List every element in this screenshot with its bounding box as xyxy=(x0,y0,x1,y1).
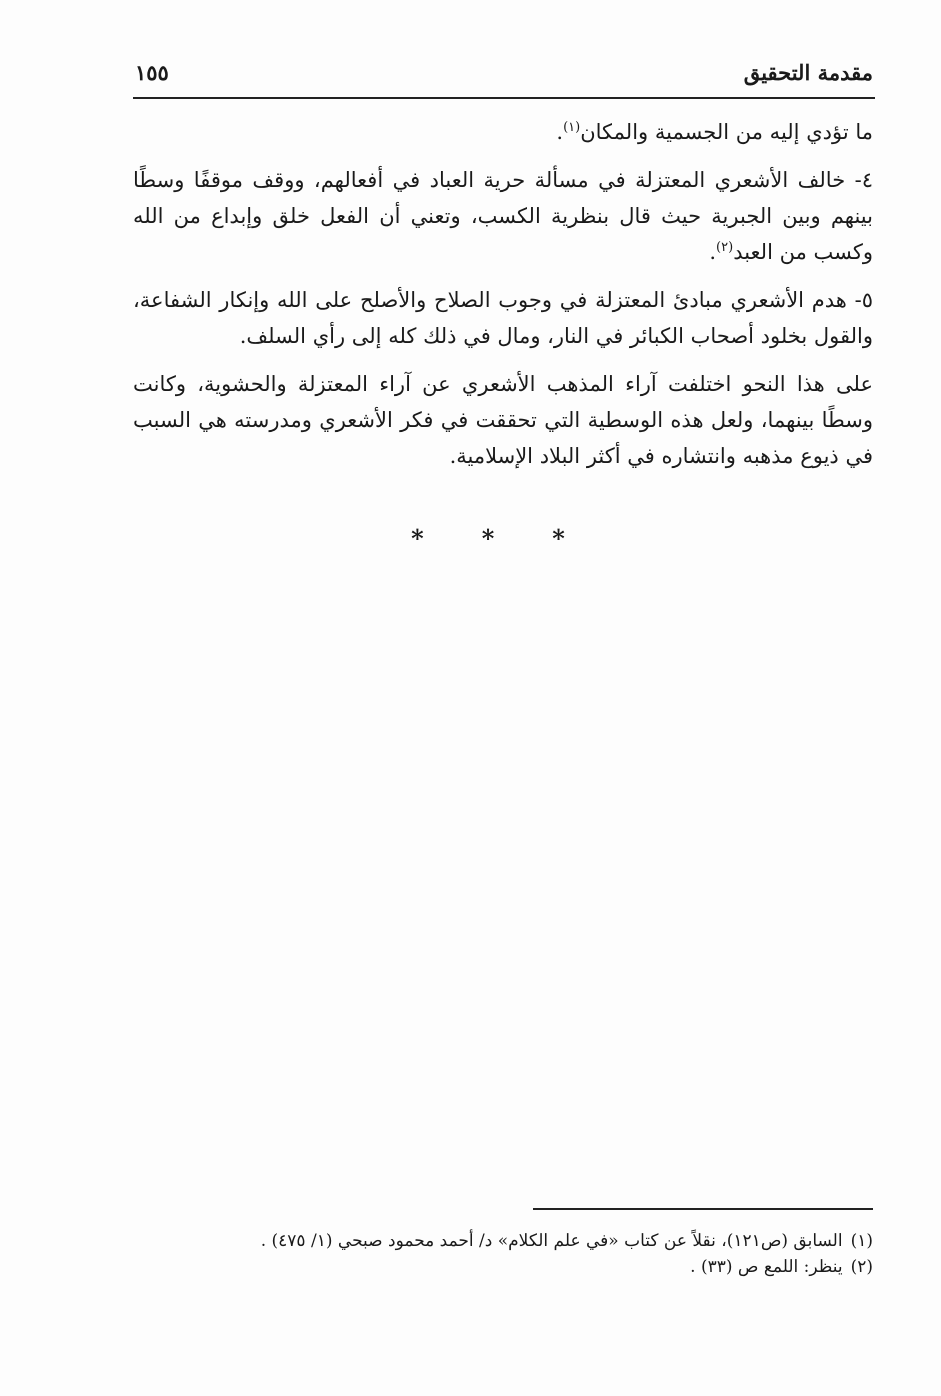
paragraph-2: ٤- خالف الأشعري المعتزلة في مسألة حرية العباد في أفعالهم، ووقف موقفًا وسطًا بينهم وبين الجبرية حيث قال بنظرية الكسب، وتعني أن الفعل خلق وإبداع من الله وكسب من العبد$^{(٢)}$. xyxy=(133,168,873,264)
footnote-2 xyxy=(133,1254,873,1280)
footnote-1 xyxy=(133,1228,873,1254)
paragraph-4: على هذا النحو اختلفت آراء المذهب الأشعري عن آراء المعتزلة والحشوية، وكانت وسطًا بينهما، ولعل هذه الوسطية التي تحققت في فكر الأشعري ومدرسته هي السبب في ذيوع مذهبه وانتشاره في أكثر البلاد الإسلامية. xyxy=(133,372,873,468)
running-title: مقدمة التحقيق xyxy=(743,60,873,85)
footnote-ref-1: (١) xyxy=(563,120,581,135)
separator-star: * xyxy=(411,524,454,553)
footnote-number: (١) xyxy=(850,1231,873,1251)
footnote-rule xyxy=(533,1208,873,1210)
main-text xyxy=(133,114,873,486)
header-rule xyxy=(133,97,875,99)
separator-star: * xyxy=(552,524,595,553)
footnote-text: السابق (ص١٢١)، نقلاً عن كتاب «في علم الكلام» د/ أحمد محمود صبحي (١/ ٤٧٥) . xyxy=(260,1231,843,1251)
footnote-ref-2: (٢) xyxy=(716,240,734,255)
section-separator xyxy=(133,524,873,553)
separator-star: * xyxy=(481,524,525,553)
page-header xyxy=(133,58,873,98)
footnote-text: ينظر: اللمع ص (٣٣) . xyxy=(690,1257,843,1277)
footnotes xyxy=(133,1228,873,1280)
paragraph-1: ما تؤدي إليه من الجسمية والمكان$^{(١)}$. xyxy=(556,120,873,144)
page-number: ١٥٥ xyxy=(135,60,169,85)
paragraph-3: ٥- هدم الأشعري مبادئ المعتزلة في وجوب الصلاح والأصلح على الله وإنكار الشفاعة، والقول بخلود أصحاب الكبائر في النار، ومال في ذلك كله إلى رأي السلف. xyxy=(133,288,873,348)
footnote-number: (٢) xyxy=(850,1257,873,1277)
